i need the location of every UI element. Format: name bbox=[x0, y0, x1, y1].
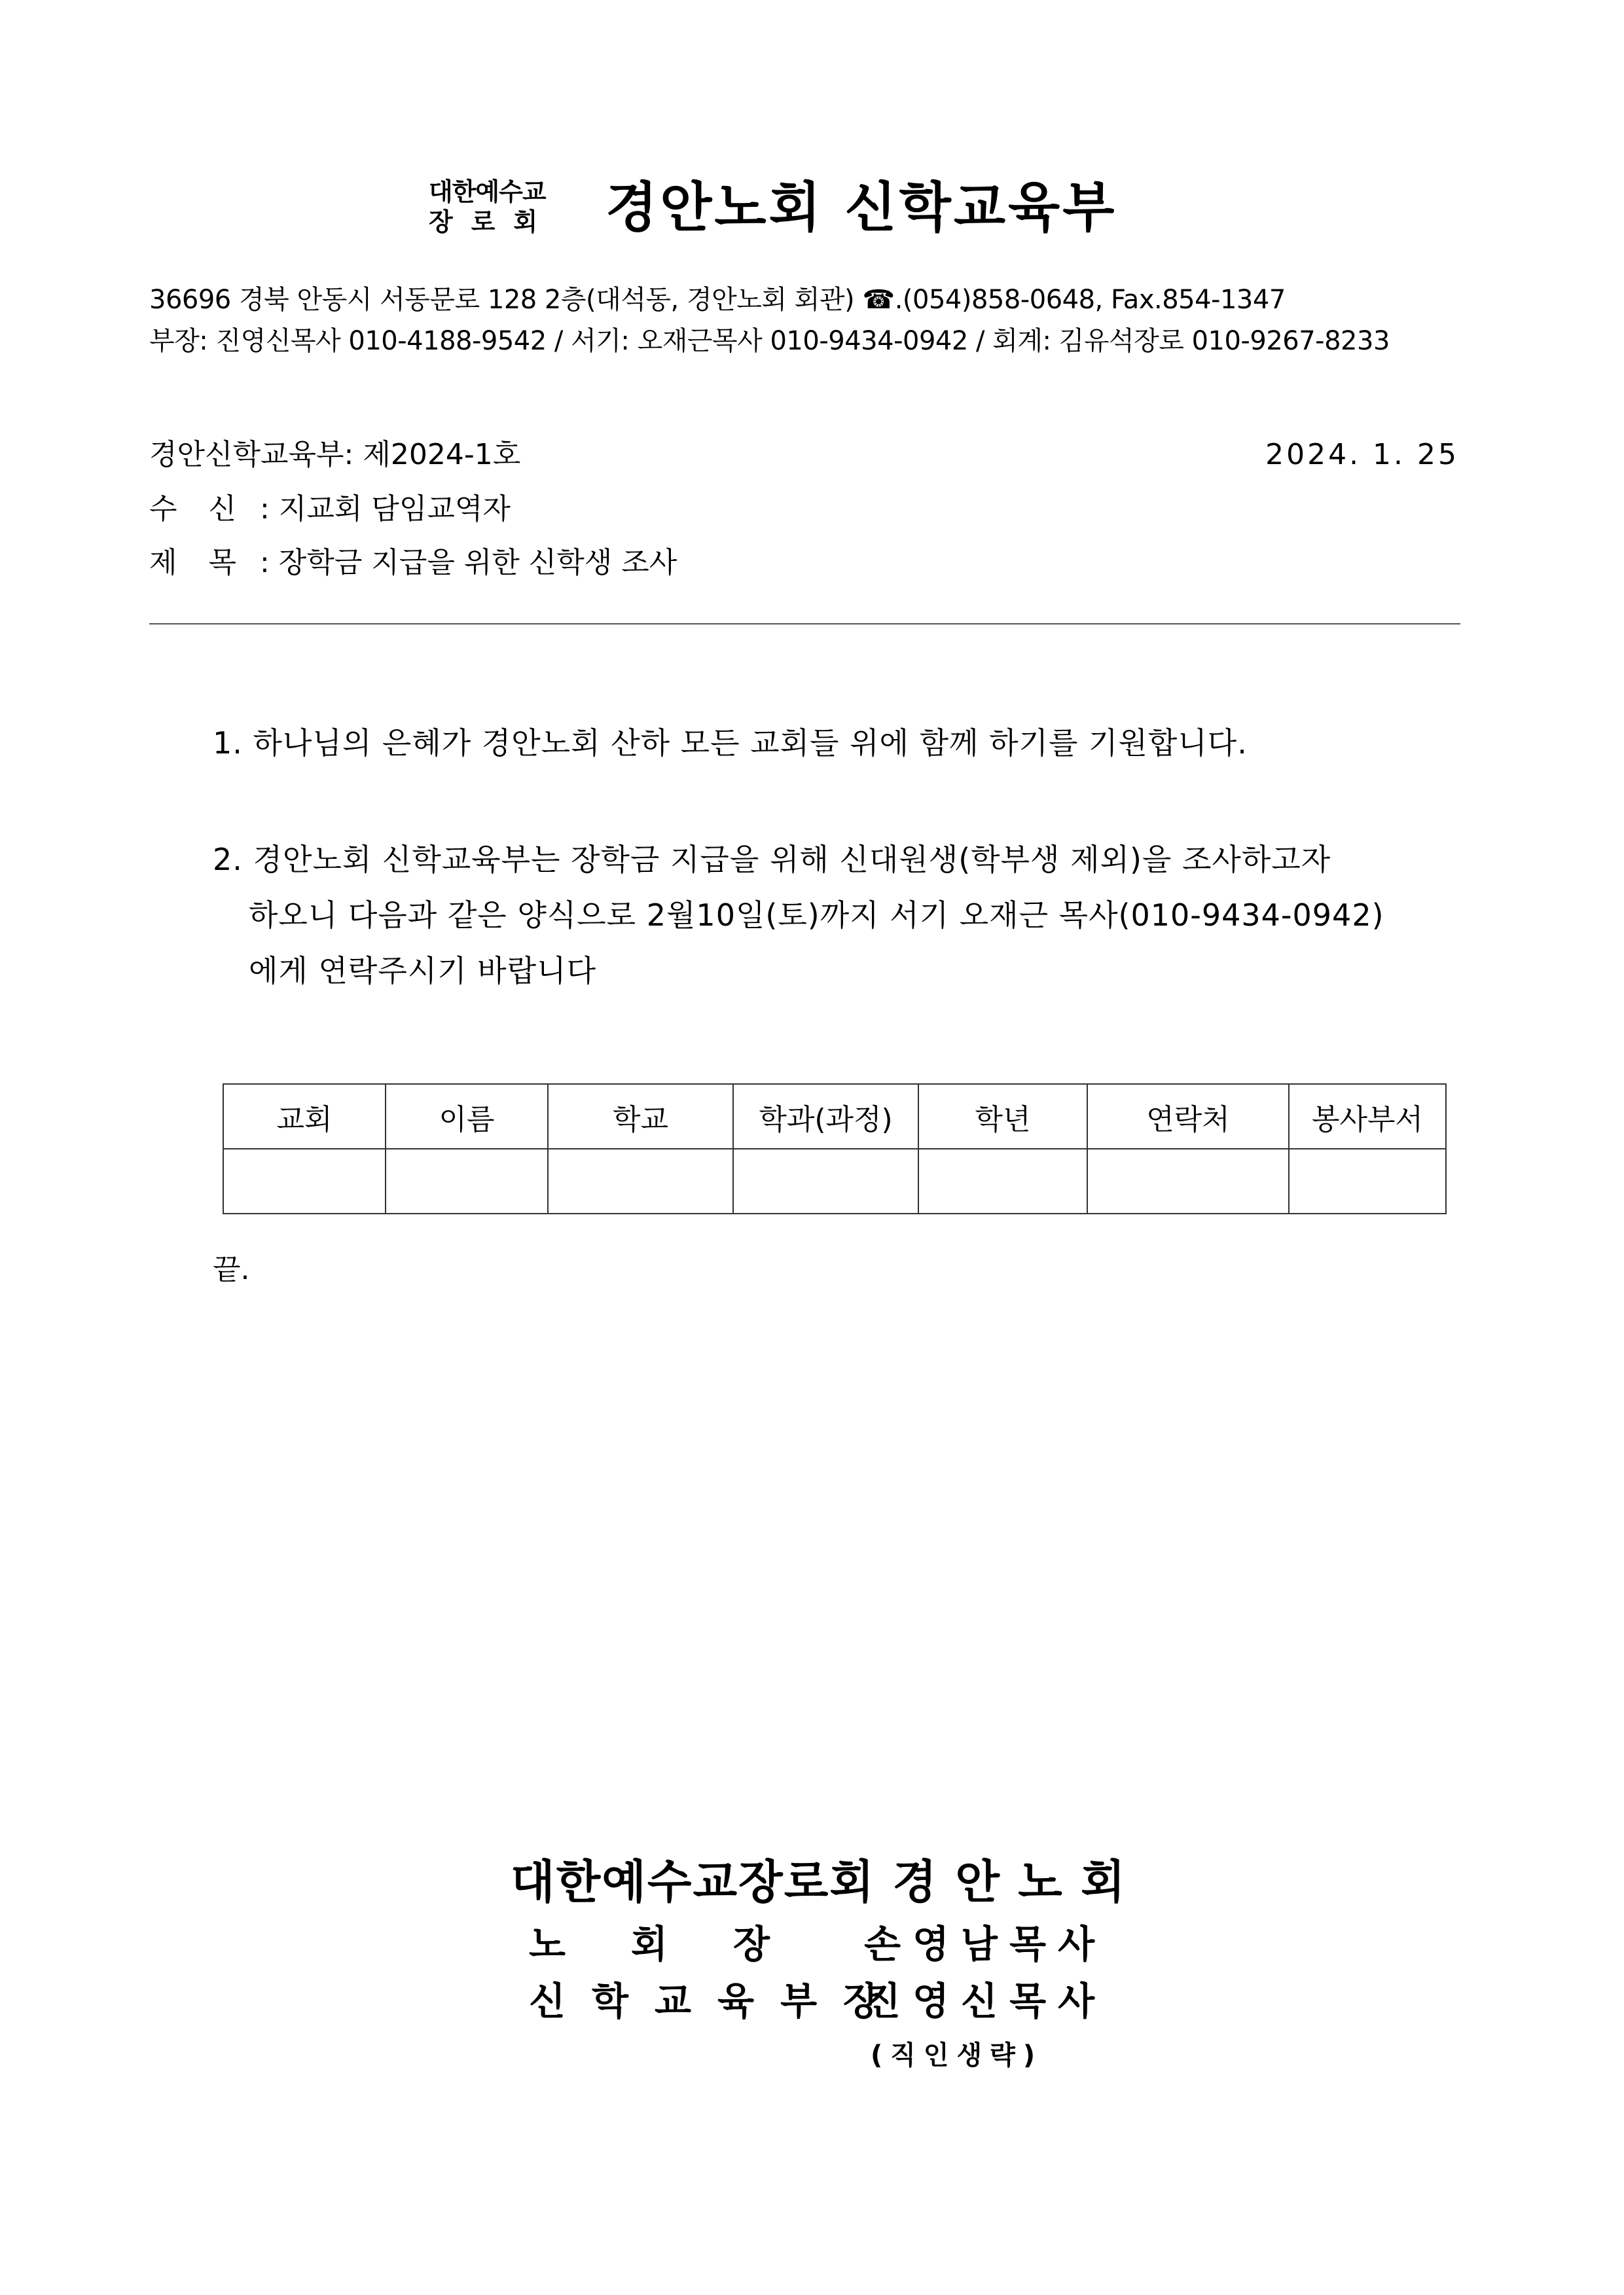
header-contact: 연락처 bbox=[1087, 1084, 1289, 1149]
cell-name bbox=[386, 1149, 548, 1214]
stamp-omitted-note: (직인생략) bbox=[871, 2040, 1043, 2070]
header-service-dept: 봉사부서 bbox=[1289, 1084, 1446, 1149]
body-paragraph-2-line3: 에게 연락주시기 바랍니다 bbox=[249, 953, 597, 988]
body-paragraph-2-line1: 2. 경안노회 신학교육부는 장학금 지급을 위해 신대원생(학부생 제외)을 조사하고자 bbox=[213, 842, 1331, 877]
address-text: 36696 경북 안동시 서동문로 128 2층(대석동, 경안노회 회관) bbox=[149, 285, 855, 315]
cell-school bbox=[548, 1149, 733, 1214]
subject-line bbox=[149, 543, 677, 583]
signature-row-moderator bbox=[529, 1918, 1106, 1970]
recipient-value: : 지교회 담임교역자 bbox=[260, 492, 511, 526]
subject-label: 제 목 bbox=[149, 546, 237, 579]
signature-row-dept-head bbox=[529, 1975, 1106, 2027]
body-paragraph-1: 1. 하나님의 은혜가 경안노회 산하 모든 교회들 위에 함께 하기를 기원합니다. bbox=[213, 725, 1248, 761]
signature-role-dept-head: 신학교육부장 bbox=[529, 1979, 907, 2023]
table-row bbox=[223, 1149, 1446, 1214]
phone-fax-text: .(054)858-0648, Fax.854-1347 bbox=[894, 285, 1286, 315]
signature-name-moderator: 손영남목사 bbox=[864, 1922, 1107, 1966]
header-church: 교회 bbox=[223, 1084, 386, 1149]
header-divider bbox=[149, 623, 1460, 624]
signature-role-moderator: 노회장 bbox=[529, 1922, 836, 1966]
cell-church bbox=[223, 1149, 386, 1214]
document-date: 2024. 1. 25 bbox=[1265, 438, 1459, 471]
subject-value: : 장학금 지급을 위한 신학생 조사 bbox=[260, 546, 677, 579]
department-title: 경안노회 신학교육부 bbox=[605, 177, 1117, 239]
header-school: 학교 bbox=[548, 1084, 733, 1149]
officers-line: 부장: 진영신목사 010-4188-9542 / 서기: 오재근목사 010-9434-0942 / 회계: 김유석장로 010-9267-8233 bbox=[149, 326, 1390, 356]
header-grade: 학년 bbox=[918, 1084, 1087, 1149]
recipient-label: 수 신 bbox=[149, 492, 237, 526]
org-name-stack bbox=[429, 177, 579, 237]
recipient-line bbox=[149, 490, 511, 529]
telephone-icon: ☎ bbox=[862, 285, 895, 315]
signature-organization: 대한예수교장로회 경 안 노 회 bbox=[511, 1855, 1127, 1909]
signature-name-dept-head: 진영신목사 bbox=[864, 1979, 1107, 2023]
cell-service-dept bbox=[1289, 1149, 1446, 1214]
end-mark: 끝. bbox=[213, 1253, 250, 1286]
cell-grade bbox=[918, 1149, 1087, 1214]
body-paragraph-2-line2: 하오니 다음과 같은 양식으로 2월10일(토)까지 서기 오재근 목사(010-9434-0942) bbox=[249, 897, 1384, 933]
header-name: 이름 bbox=[386, 1084, 548, 1149]
survey-table bbox=[223, 1083, 1447, 1214]
header-major: 학과(과정) bbox=[733, 1084, 918, 1149]
cell-major bbox=[733, 1149, 918, 1214]
table-header-row bbox=[223, 1084, 1446, 1149]
cell-contact bbox=[1087, 1149, 1289, 1214]
org-name-line2: 장로회 bbox=[429, 208, 556, 236]
document-number: 경안신학교육부: 제2024-1호 bbox=[149, 438, 521, 471]
org-name-line1: 대한예수교 bbox=[429, 177, 546, 206]
contact-address-line bbox=[149, 281, 1286, 318]
